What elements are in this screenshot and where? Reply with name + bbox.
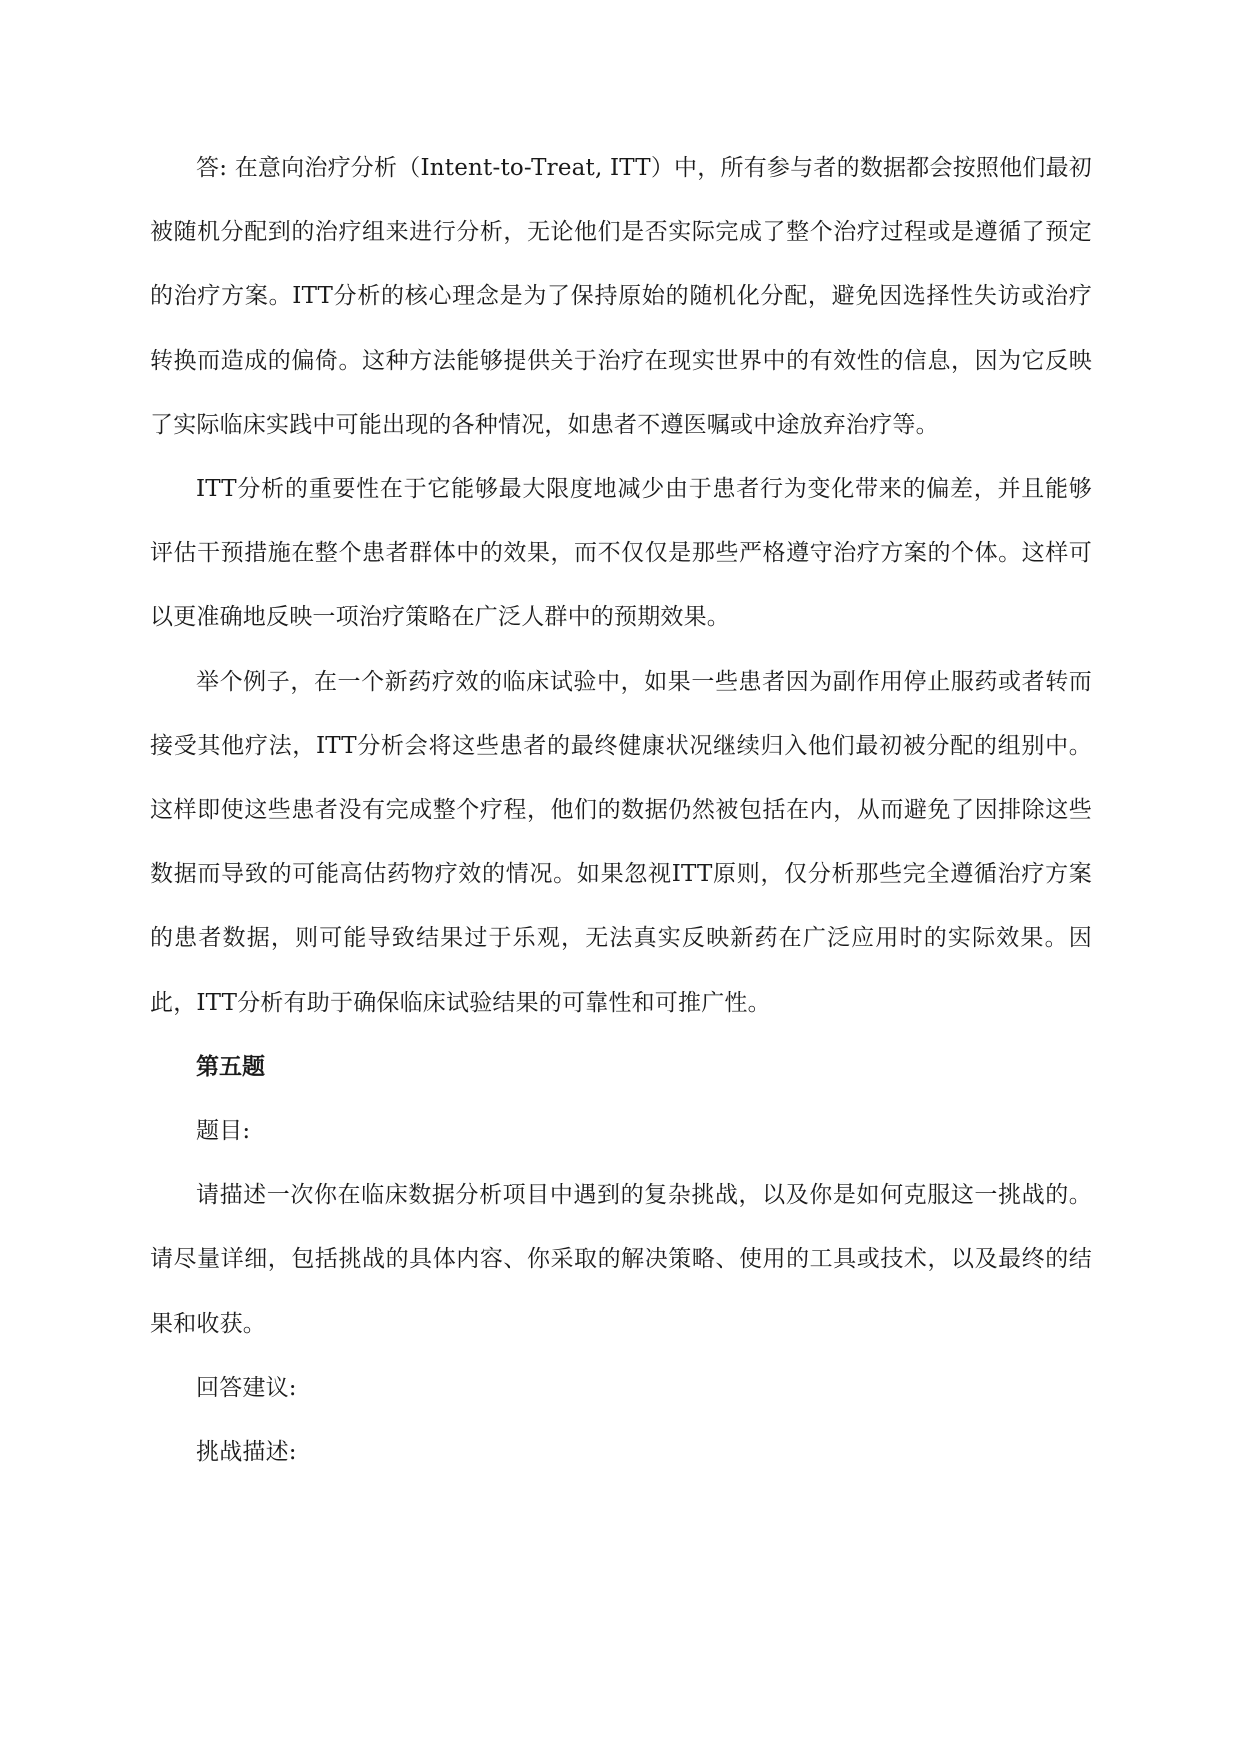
challenge-label: 挑战描述: — [196, 1439, 297, 1466]
paragraph-itt-example: 举个例子，在一个新药疗效的临床试验中，如果一些患者因为副作用停止服药或者转而接受其他疗法，ITT分析会将这些患者的最终健康状况继续归入他们最初被分配的组别中。这样即使这些患者没有完成整个疗程，他们的数据仍然被包括在内，从而避免了因排除这些数据而导致的可能高估药物疗效的情况。如果忽视ITT原则，仅分析那些完全遵循治疗方案的患者数据，则可能导致结果过于乐观，无法真实反映新药在广泛应用时的实际效果。因此，ITT分析有助于确保临床试验结果的可靠性和可推广性。 — [150, 668, 1092, 1016]
paragraph-itt-definition: 答: 在意向治疗分析（Intent-to-Treat, ITT）中，所有参与者的数据都会按照他们最初被随机分配到的治疗组来进行分析，无论他们是否实际完成了整个治疗过程或是遵循了预定的治疗方案。ITT分析的核心理念是为了保持原始的随机化分配，避免因选择性失访或治疗转换而造成的偏倚。这种方法能够提供关于治疗在现实世界中的有效性的信息，因为它反映了实际临床实践中可能出现的各种情况，如患者不遵医嘱或中途放弃治疗等。 — [150, 155, 1092, 438]
document-body — [150, 136, 1092, 1484]
question-label: 题目: — [196, 1118, 251, 1145]
section-heading: 第五题 — [196, 1052, 265, 1080]
answer-label: 回答建议: — [196, 1374, 297, 1401]
paragraph-itt-importance: ITT分析的重要性在于它能够最大限度地减少由于患者行为变化带来的偏差，并且能够评估干预措施在整个患者群体中的效果，而不仅仅是那些严格遵守治疗方案的个体。这样可以更准确地反映一项治疗策略在广泛人群中的预期效果。 — [150, 476, 1092, 631]
question-text: 请描述一次你在临床数据分析项目中遇到的复杂挑战，以及你是如何克服这一挑战的。请尽量详细，包括挑战的具体内容、你采取的解决策略、使用的工具或技术，以及最终的结果和收获。 — [150, 1182, 1092, 1337]
